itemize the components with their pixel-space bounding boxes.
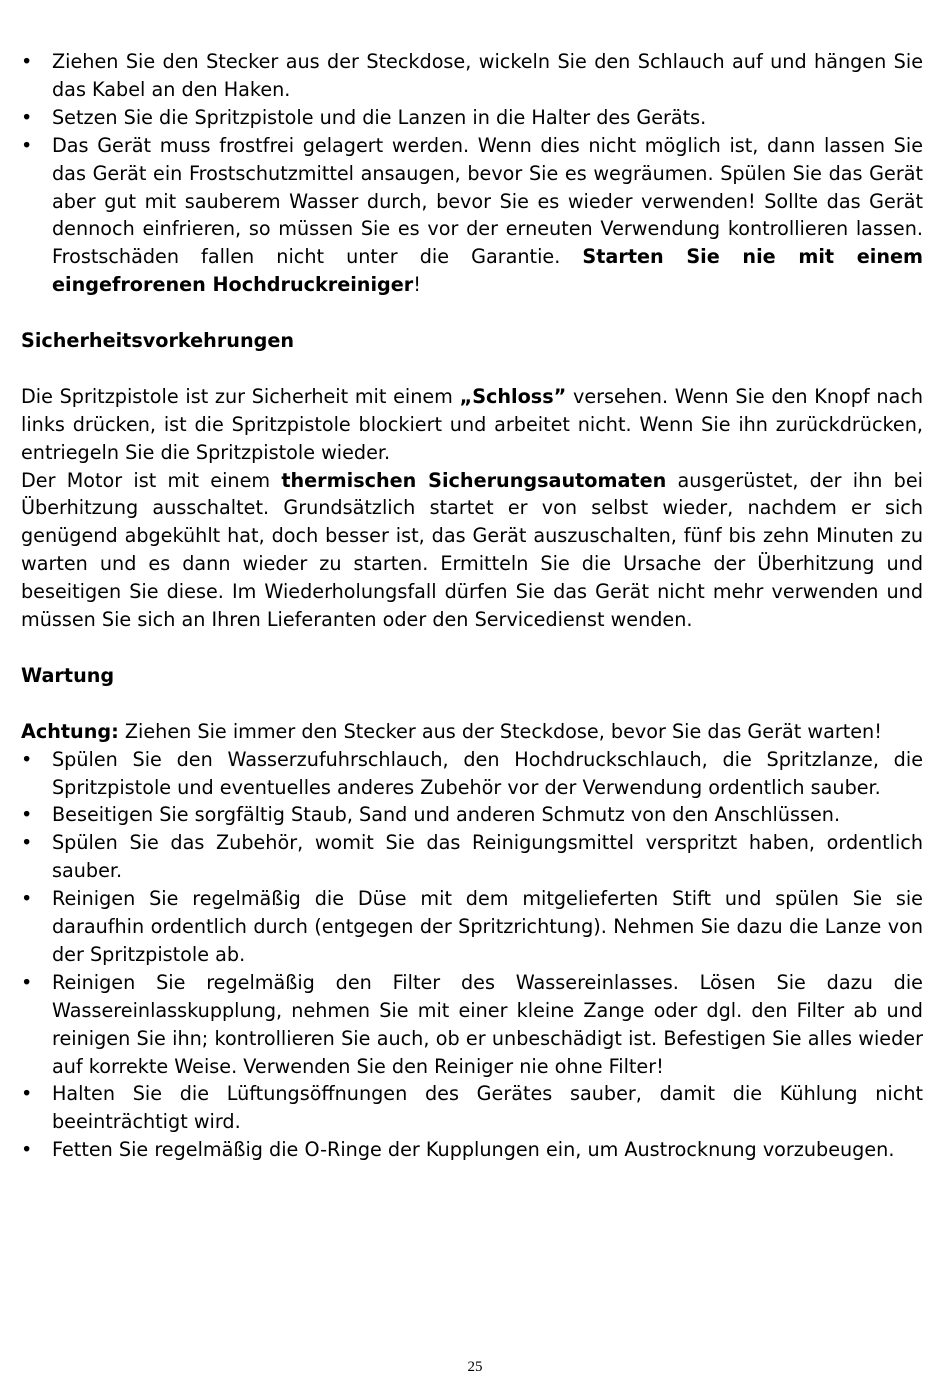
maintenance-warning [21, 718, 923, 746]
safety-heading: Sicherheitsvorkehrungen [21, 329, 295, 353]
maintenance-bullet-list [21, 746, 923, 1165]
list-item-text: Ziehen Sie den Stecker aus der Steckdose, wickeln Sie den Schlauch auf und hängen Sie das Kabel an den Haken. [52, 50, 923, 101]
frost-warning-end: ! [413, 273, 421, 297]
list-item [21, 104, 923, 132]
list-item: • Reinigen Sie regelmäßig den Filter des Wassereinlasses. Lösen Sie dazu die Wassereinlasskupplung, nehmen Sie mit einer kleine Zange oder dgl. den Filter ab und reinigen Sie ihn; kontrollieren Sie auch, ob er unbeschädigt ist. Befestigen Sie alles wieder auf korrekte Weise. Verwenden Sie den Reiniger nie ohne Filter! [21, 969, 923, 1081]
lock-text-before: Die Spritzpistole ist zur Sicherheit mit einem [21, 384, 460, 408]
storage-bullet-list [21, 48, 923, 299]
thermal-cutout-term: thermischen Sicherungsautomaten [281, 468, 667, 492]
frost-warning-bold: Starten Sie nie mit einem eingefrorenen Hochdruckreiniger [52, 245, 923, 297]
safety-lock-paragraph [21, 383, 923, 467]
motor-text-after: ausgerüstet, der ihn bei Überhitzung ausschaltet. Grundsätzlich startet er von selbst wieder, nachdem er sich genügend abgekühlt hat, doch besser ist, das Gerät auszuschalten, fünf bis zehn Minuten zu warten und es dann wieder zu starten. Ermitteln Sie die Ursache der Überhitzung und beseitigen Sie diese. Im Wiederholungsfall dürfen Sie das Gerät nicht mehr verwenden und müssen Sie sich an Ihren Lieferanten oder den Servicedienst wenden. [21, 468, 923, 632]
list-item [21, 132, 923, 299]
safety-motor-paragraph [21, 467, 923, 634]
lock-term: „Schloss” [459, 384, 567, 408]
maintenance-heading: Wartung [21, 663, 115, 687]
list-item: • Halten Sie die Lüftungsöffnungen des Gerätes sauber, damit die Kühlung nicht beeinträchtigt wird. [21, 1080, 923, 1136]
warning-label: Achtung: [21, 719, 119, 743]
list-item: • Beseitigen Sie sorgfältig Staub, Sand und anderen Schmutz von den Anschlüssen. [21, 801, 923, 829]
list-item: • Fetten Sie regelmäßig die O-Ringe der Kupplungen ein, um Austrocknung vorzubeugen. [21, 1136, 923, 1164]
list-item [21, 48, 923, 104]
page-number: 25 [467, 1359, 483, 1375]
list-item-text: Das Gerät muss frostfrei gelagert werden. Wenn dies nicht möglich ist, dann lassen Sie das Gerät ein Frostschutzmittel ansaugen, bevor Sie es wegräumen. Spülen Sie das Gerät aber gut mit sauberem Wasser durch, bevor Sie es wieder verwenden! Sollte das Gerät dennoch einfrieren, so müssen Sie es vor der erneuten Verwendung kontrollieren lassen. Frostschäden fallen nicht unter die Garantie. [52, 133, 923, 269]
list-item: • Reinigen Sie regelmäßig die Düse mit dem mitgelieferten Stift und spülen Sie sie daraufhin ordentlich durch (entgegen der Spritzrichtung). Nehmen Sie dazu die Lanze von der Spritzpistole ab. [21, 885, 923, 969]
list-item-text: Setzen Sie die Spritzpistole und die Lanzen in die Halter des Geräts. [52, 105, 707, 129]
motor-text-before: Der Motor ist mit einem [21, 468, 282, 492]
list-item: • Spülen Sie das Zubehör, womit Sie das Reinigungsmittel verspritzt haben, ordentlich sauber. [21, 829, 923, 885]
page-content [21, 48, 923, 1164]
list-item: • Spülen Sie den Wasserzufuhrschlauch, den Hochdruckschlauch, die Spritzlanze, die Spritzpistole und eventuelles anderes Zubehör vor der Verwendung ordentlich sauber. [21, 746, 923, 802]
warning-text: Ziehen Sie immer den Stecker aus der Steckdose, bevor Sie das Gerät warten! [118, 719, 882, 743]
lock-text-after: versehen. Wenn Sie den Knopf nach links drücken, ist die Spritzpistole blockiert und arbeitet nicht. Wenn Sie ihn zurückdrücken, entriegeln Sie die Spritzpistole wieder. [21, 384, 924, 464]
